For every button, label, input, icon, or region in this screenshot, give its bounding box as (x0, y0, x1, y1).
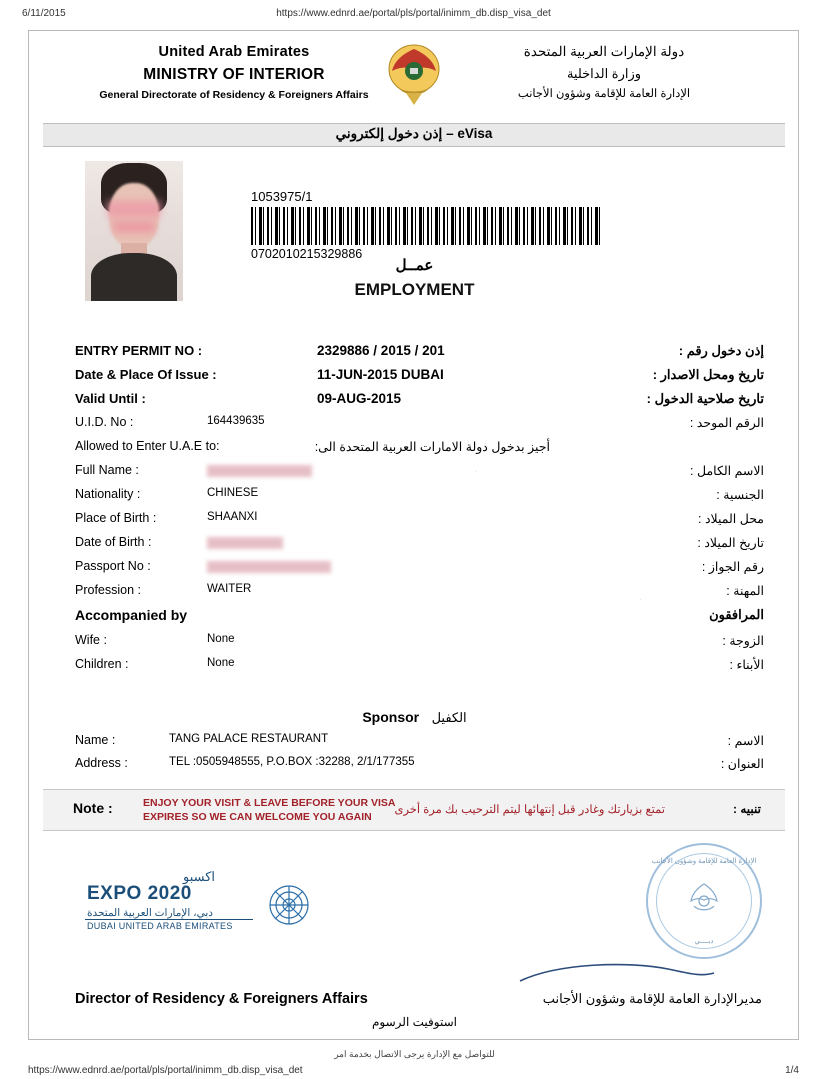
field-label: Wife : (75, 633, 107, 647)
field-label-ar: تاريخ الميلاد : (697, 536, 764, 550)
field-children (29, 657, 800, 681)
field-value: TANG PALACE RESTAURANT (169, 733, 329, 745)
field-label: Date & Place Of Issue : (75, 367, 217, 382)
field-value: TEL :0505948555, P.O.BOX :32288, 2/1/177355 (169, 756, 415, 768)
field-label-ar: تاريخ صلاحية الدخول : (646, 391, 764, 406)
fees-paid-ar: استوفيت الرسوم (372, 1015, 457, 1029)
field-passport-no (29, 559, 800, 583)
field-value: 09-AUG-2015 (317, 391, 402, 406)
scan-artifact-1: . (474, 461, 478, 475)
photo-redaction-lower (113, 221, 155, 233)
visa-document (28, 30, 799, 1059)
note-text-en (143, 796, 395, 824)
field-entry-permit-no (29, 343, 800, 367)
accompanied-title-en: Accompanied by (75, 607, 188, 623)
field-sponsor-name (29, 733, 800, 757)
field-label-ar: الجنسية : (716, 488, 764, 502)
evisa-title-text (43, 126, 785, 142)
field-label: Name : (75, 733, 116, 747)
barcode-number: 0702010215329886 (251, 247, 363, 261)
uae-emblem-icon (384, 35, 444, 109)
header-arabic (444, 41, 764, 104)
accompanied-by-heading (29, 607, 800, 633)
permit-serial-number: 1053975/1 (251, 189, 313, 204)
field-label: Date of Birth : (75, 535, 152, 549)
purpose-english: EMPLOYMENT (354, 280, 475, 299)
field-uid-no (29, 415, 800, 439)
field-value: None (207, 633, 235, 645)
note-line-2: EXPIRES SO WE CAN WELCOME YOU AGAIN (143, 811, 372, 824)
field-label: Children : (75, 657, 129, 671)
note-text-ar: تمتع بزيارتك وغادر قبل إنتهائها ليتم الترحيب بك مرة أخرى (394, 804, 665, 816)
evisa-label-ar: إذن دخول إلكتروني (335, 126, 443, 141)
field-place-of-birth (29, 511, 800, 535)
print-footer-page: 1/4 (785, 1065, 799, 1076)
official-stamp (646, 843, 762, 959)
evisa-title-bar (43, 123, 785, 147)
field-label-ar: الاسم الكامل : (690, 464, 764, 478)
field-label-ar: أجيز بدخول دولة الامارات العربية المتحدة الى: (314, 440, 550, 454)
document-header (29, 31, 798, 113)
header-country-en: United Arab Emirates (158, 44, 310, 60)
expo-sub-en: DUBAI UNITED ARAB EMIRATES (87, 921, 233, 931)
signature-mark (518, 959, 718, 987)
barcode-image (251, 207, 603, 245)
field-allowed-to-enter (29, 439, 800, 463)
field-valid-until (29, 391, 800, 415)
stamp-text-bottom: دبــــي (694, 938, 714, 945)
field-label: Passport No : (75, 559, 151, 573)
expo-2020-logo (75, 869, 295, 931)
evisa-dash: – (446, 126, 454, 141)
header-ministry-ar: وزارة الداخلية (566, 66, 642, 82)
expo-label-en: EXPO 2020 (87, 883, 192, 904)
print-header-url: https://www.ednrd.ae/portal/pls/portal/inimm_db.disp_visa_det (276, 8, 551, 19)
sponsor-title-en: Sponsor (362, 709, 420, 725)
field-value: 11-JUN-2015 DUBAI (317, 367, 444, 382)
contact-note-ar: للتواصل مع الإدارة يرجى الاتصال بخدمة امر (334, 1049, 495, 1059)
field-value: WAITER (207, 583, 252, 595)
scan-artifact-2: . (639, 589, 643, 603)
field-date-place-of-issue (29, 367, 800, 391)
field-label: ENTRY PERMIT NO : (75, 343, 203, 358)
field-label-ar: المهنة : (726, 584, 764, 598)
print-footer-url: https://www.ednrd.ae/portal/pls/portal/inimm_db.disp_visa_det (28, 1065, 303, 1076)
field-value: 2329886 / 2015 / 201 (317, 343, 445, 358)
photo-redaction-upper (107, 201, 161, 217)
header-ministry-en: MINISTRY OF INTERIOR (143, 66, 325, 84)
field-label-ar: إذن دخول رقم : (678, 343, 764, 358)
field-profession (29, 583, 800, 607)
field-label-ar: الزوجة : (722, 634, 764, 648)
field-label-ar: تاريخ ومحل الاصدار : (652, 367, 764, 382)
note-banner (43, 789, 785, 831)
stamp-emblem-icon (687, 880, 721, 922)
field-label-ar: الاسم : (727, 734, 764, 748)
accompanied-title-ar: المرافقون (709, 607, 764, 622)
field-label: Address : (75, 756, 128, 770)
field-label-ar: الرقم الموحد : (689, 416, 764, 430)
note-title: Note : (73, 800, 113, 816)
expo-sub-ar: دبي، الإمارات العربية المتحدة (87, 907, 213, 919)
field-label-ar: العنوان : (720, 757, 764, 771)
field-value-redacted (207, 535, 283, 549)
field-wife (29, 633, 800, 657)
expo-divider (85, 919, 253, 920)
director-title-en: Director of Residency & Foreigners Affairs (75, 991, 368, 1007)
header-country-ar: دولة الإمارات العربية المتحدة (523, 44, 685, 59)
field-label-ar: محل الميلاد : (698, 512, 764, 526)
header-directorate-en: General Directorate of Residency & Foreigners Affairs (99, 89, 369, 102)
field-label-ar: الأبناء : (729, 658, 764, 672)
sponsor-heading (29, 709, 800, 727)
field-sponsor-address (29, 756, 800, 780)
note-title-ar: تنبيه : (733, 802, 761, 816)
sponsor-title-ar: الكفيل (431, 710, 467, 725)
header-directorate-ar: الإدارة العامة للإقامة وشؤون الأجانب (517, 87, 691, 100)
field-label: Full Name : (75, 463, 139, 477)
field-value-redacted (207, 463, 312, 477)
header-english (69, 41, 399, 104)
print-header-date: 6/11/2015 (22, 8, 66, 19)
expo-label-ar: اكسبو (183, 869, 216, 884)
purpose-arabic: عمــل (395, 257, 434, 274)
expo-motif-icon (267, 883, 311, 927)
field-label: Valid Until : (75, 391, 146, 406)
field-label: Profession : (75, 583, 142, 597)
field-value: SHAANXI (207, 511, 258, 523)
field-label: U.I.D. No : (75, 415, 134, 429)
field-label: Allowed to Enter U.A.E to: (75, 439, 220, 453)
field-label: Place of Birth : (75, 511, 157, 525)
field-date-of-birth (29, 535, 800, 559)
field-full-name (29, 463, 800, 487)
director-title-ar: مديرالإدارة العامة للإقامة وشؤون الأجانب (542, 991, 762, 1006)
note-line-1: ENJOY YOUR VISIT & LEAVE BEFORE YOUR VISA (143, 797, 396, 809)
field-list (29, 343, 800, 681)
field-label: Nationality : (75, 487, 141, 501)
field-value-redacted (207, 559, 331, 573)
evisa-label-en: eVisa (457, 126, 493, 141)
field-value: 164439635 (207, 415, 265, 427)
field-nationality (29, 487, 800, 511)
field-label-ar: رقم الجواز : (701, 560, 764, 574)
stamp-text-top: الإدارة العامة للإقامة وشؤون الأجانب (651, 858, 757, 865)
field-value: CHINESE (207, 487, 259, 499)
field-value: None (207, 657, 235, 669)
